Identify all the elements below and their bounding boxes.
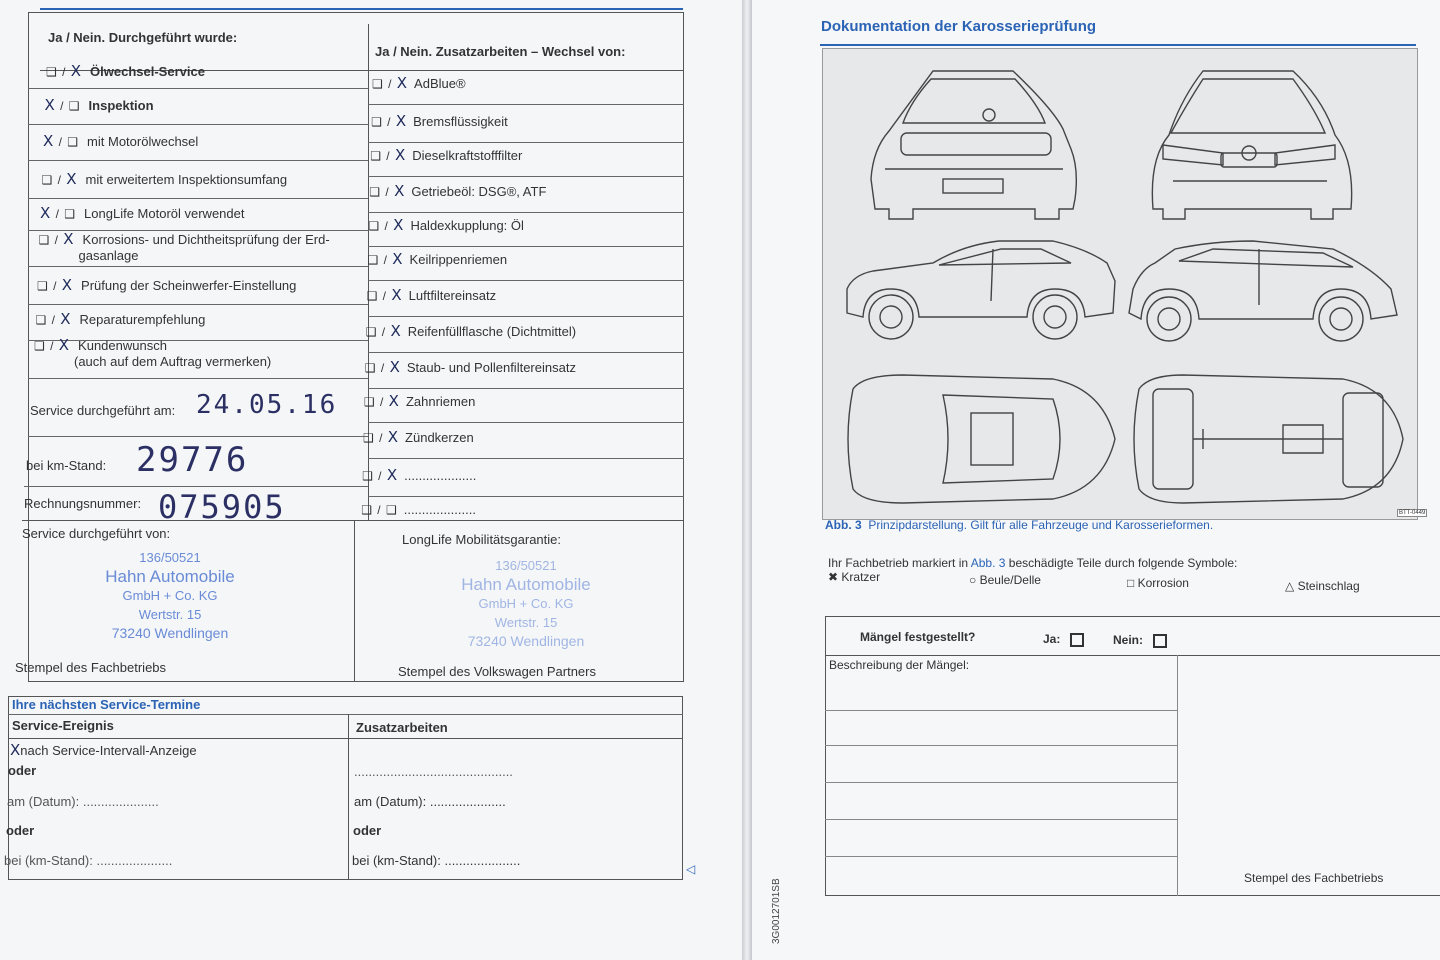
performed-item: [45, 96, 154, 114]
additional-item: [370, 146, 522, 164]
body-check-title: Dokumentation der Karosserieprüfung: [821, 18, 1097, 35]
defects-no-label: Nein:: [1113, 633, 1143, 647]
defects-no-checkbox[interactable]: [1153, 634, 1167, 648]
symbol-stonechip: △ Steinschlag: [1285, 579, 1360, 593]
invoice-label: Rechnungsnummer:: [24, 496, 142, 511]
service-date-label: Service durchgeführt am:: [30, 403, 176, 418]
km-value: 29776: [136, 440, 249, 480]
performed-item: [39, 230, 330, 263]
km-label: bei km-Stand:: [26, 458, 107, 473]
additional-item-label: Reifenfüllflasche (Dichtmittel): [407, 324, 577, 339]
symbol-dent: ○ Beule/Delle: [969, 573, 1041, 587]
additional-item: [372, 74, 466, 92]
car-side-view-sedan: [847, 241, 1115, 339]
performed-item-label: Ölwechsel-Service: [90, 64, 205, 79]
additional-item-label: Bremsflüssigkeit: [413, 114, 508, 129]
oder-1: oder: [8, 763, 37, 778]
square-icon: □: [1127, 576, 1135, 590]
performed-item-label: LongLife Motoröl verwendet: [84, 206, 245, 221]
additional-item-label: ....................: [404, 468, 477, 483]
additional-item-label: AdBlue®: [414, 76, 466, 91]
checkbox-pair[interactable]: ❑ / X: [372, 74, 409, 92]
next-col-event: Service-Ereignis: [12, 718, 114, 733]
triangle-icon: △: [1285, 579, 1295, 593]
performed-item: [42, 170, 288, 188]
additional-item: [371, 112, 508, 130]
symbol-scratch: ✖ Kratzer: [828, 570, 881, 584]
additional-item: [368, 216, 524, 234]
car-side-view-hatch: [1129, 241, 1397, 341]
performed-item-label: mit Motorölwechsel: [87, 134, 199, 149]
dealer-stamp-left: 136/50521 Hahn Automobile GmbH + Co. KG Wertstr. 15 73240 Wendlingen: [105, 550, 235, 641]
performed-item-label-line2: (auch auf dem Auftrag vermerken): [74, 354, 272, 369]
performed-item: [40, 204, 244, 222]
next-service-title: Ihre nächsten Service-Termine: [12, 697, 201, 712]
checkbox-pair[interactable]: ❑ / X: [370, 146, 407, 164]
additional-item-label: Keilrippenriemen: [409, 252, 508, 267]
additional-item: [364, 392, 475, 410]
additional-item: [365, 358, 576, 376]
defects-yes-checkbox[interactable]: [1070, 633, 1084, 647]
performed-item: [46, 62, 205, 80]
additional-item-label: Zahnriemen: [405, 394, 476, 409]
checkbox-pair[interactable]: ❑ / X: [35, 310, 72, 328]
top-rule: [40, 8, 683, 10]
additional-item-label: Zündkerzen: [405, 430, 474, 445]
additional-item: [367, 286, 496, 304]
additional-item: [363, 428, 474, 446]
additional-item: [362, 466, 476, 484]
checkbox-pair[interactable]: ❑ / ❑: [361, 503, 398, 517]
additional-item-label: Haldexkupplung: Öl: [410, 218, 524, 233]
dealer-stamp-right: 136/50521 Hahn Automobile GmbH + Co. KG Wertstr. 15 73240 Wendlingen: [461, 558, 591, 649]
defects-stamp-label: Stempel des Fachbetriebs: [1244, 871, 1384, 885]
checkbox-pair[interactable]: ❑ / X: [37, 276, 74, 294]
additional-item-label: Getriebeöl: DSG®, ATF: [411, 184, 547, 199]
next-am-datum-right: am (Datum): .....................: [354, 794, 506, 809]
next-col-additional: Zusatzarbeiten: [356, 720, 448, 735]
performed-item-label: Prüfung der Scheinwerfer-Einstellung: [81, 278, 297, 293]
checkbox-pair[interactable]: ❑ / X: [365, 322, 402, 340]
next-km-right: bei (km-Stand): .....................: [352, 853, 521, 868]
symbol-corrosion: □ Korrosion: [1127, 576, 1189, 590]
performed-item-label: mit erweitertem Inspektionsumfang: [85, 172, 288, 187]
page-turn-triangle: ◁: [686, 862, 696, 876]
document-code: 3G0012701SB: [771, 878, 782, 944]
oder-2: oder: [6, 823, 35, 838]
service-date-value: 24.05.16: [196, 390, 338, 420]
checkbox-pair[interactable]: X / ❑: [43, 132, 80, 150]
car-underbody-view: [1134, 375, 1403, 503]
performed-item: [36, 310, 206, 328]
performed-item-label-line2: gasanlage: [78, 248, 139, 263]
additional-item-label: Luftfiltereinsatz: [408, 288, 497, 303]
next-am-datum-left: am (Datum): .....................: [7, 794, 159, 809]
additional-item: [361, 502, 476, 517]
defects-question: Mängel festgestellt?: [860, 630, 976, 644]
checkbox-pair[interactable]: ❑ / X: [363, 428, 400, 446]
additional-item-label: Staub- und Pollenfiltereinsatz: [406, 360, 576, 375]
checkbox-pair[interactable]: X / ❑: [40, 204, 77, 222]
service-by-label: Service durchgeführt von:: [22, 526, 171, 541]
next-km-left: bei (km-Stand): .....................: [4, 853, 173, 868]
next-dots-right: ............................................: [354, 764, 513, 779]
marker-instructions: Ihr Fachbetrieb markiert in Abb. 3 beschädigte Teile durch folgende Symbole:: [828, 556, 1238, 570]
header-performed: Ja / Nein. Durchgeführt wurde:: [48, 30, 238, 45]
longlife-label: LongLife Mobilitätsgarantie:: [402, 532, 561, 547]
checkbox-pair[interactable]: ❑ / X: [34, 336, 71, 354]
performed-item: [34, 336, 271, 369]
checkbox-pair[interactable]: ❑ / X: [367, 250, 404, 268]
book-spine: [742, 0, 752, 960]
title-rule: [820, 44, 1416, 46]
checkbox-pair[interactable]: ❑ / X: [369, 182, 406, 200]
car-top-view: [848, 375, 1115, 503]
performed-item: [37, 276, 296, 294]
checkbox-pair[interactable]: ❑ / X: [364, 358, 401, 376]
checkbox-pair[interactable]: X / ❑: [44, 96, 81, 114]
next-interval-option: Xnach Service-Intervall-Anzeige: [10, 741, 197, 759]
checkbox-pair[interactable]: ❑ / X: [368, 216, 405, 234]
checkbox-pair[interactable]: ❑ / X: [371, 112, 408, 130]
checkbox-pair[interactable]: ❑ / X: [363, 392, 400, 410]
performed-item-label: Inspektion: [88, 98, 154, 113]
performed-item-label: Reparaturempfehlung: [79, 312, 206, 327]
car-outlines-svg: [823, 49, 1417, 519]
scratch-icon: ✖: [828, 570, 839, 584]
figure-caption: Abb. 3 Prinzipdarstellung. Gilt für alle Fahrzeuge und Karosserieformen.: [825, 518, 1214, 532]
checkbox-pair[interactable]: ❑ / X: [41, 170, 78, 188]
additional-item-label: ....................: [403, 502, 476, 517]
oder-3: oder: [353, 823, 382, 838]
additional-item: [369, 182, 546, 200]
checkbox-pair[interactable]: ❑ / X: [46, 62, 83, 80]
additional-item-label: Dieselkraftstofffilter: [412, 148, 523, 163]
invoice-value: 075905: [158, 488, 286, 526]
performed-item: [43, 132, 198, 150]
checkbox-pair[interactable]: ❑ / X: [38, 230, 75, 248]
figure-code: BTT-0449: [1399, 510, 1426, 516]
car-rear-view: [871, 71, 1076, 219]
circle-icon: ○: [969, 573, 977, 587]
performed-item-label: Korrosions- und Dichtheitsprüfung der Erd-: [82, 232, 330, 247]
defects-yes-label: Ja:: [1043, 632, 1061, 646]
car-diagram: [822, 48, 1426, 520]
car-front-view: [1152, 71, 1351, 219]
header-additional: Ja / Nein. Zusatzarbeiten – Wechsel von:: [375, 44, 626, 59]
defects-description-label: Beschreibung der Mängel:: [829, 658, 970, 672]
performed-item-label: Kundenwunsch: [78, 338, 167, 353]
additional-item: [366, 322, 576, 340]
stamp-label-right: Stempel des Volkswagen Partners: [398, 664, 596, 679]
checkbox-pair[interactable]: ❑ / X: [366, 286, 403, 304]
checkbox-pair[interactable]: ❑ / X: [362, 466, 399, 484]
additional-item: [368, 250, 508, 268]
stamp-label-left: Stempel des Fachbetriebs: [15, 660, 167, 675]
